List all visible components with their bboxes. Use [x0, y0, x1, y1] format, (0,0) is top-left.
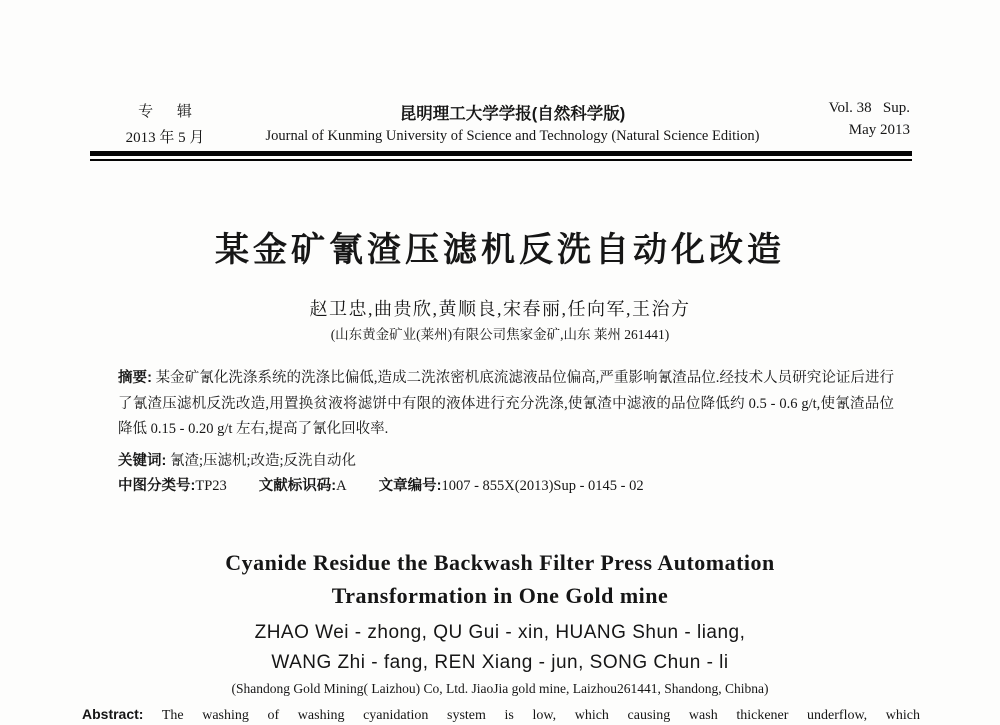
clc-label: 中图分类号:	[118, 478, 196, 494]
header-divider	[90, 151, 912, 161]
issue-type-label: 专 辑	[138, 104, 202, 120]
abstract-label-zh: 摘要:	[118, 370, 152, 386]
article-no-value: 1007 - 855X(2013)Sup - 0145 - 02	[441, 478, 644, 494]
authors-en-line2: WANG Zhi - fang, REN Xiang - jun, SONG Chun - li	[271, 652, 729, 673]
volume-info: Vol. 38 Sup.	[828, 100, 910, 116]
clc-value: TP23	[195, 478, 227, 494]
keywords-text-zh: 氰渣;压滤机;改造;反洗自动化	[169, 452, 357, 469]
journal-title-zh: 昆明理工大学学报(自然科学版)	[399, 105, 626, 123]
authors-en	[0, 618, 1000, 678]
keywords-zh	[118, 449, 894, 475]
abstract-en	[82, 703, 920, 725]
journal-issue-block	[90, 100, 240, 147]
abstract-label-en: Abstract:	[82, 706, 144, 722]
journal-header	[90, 100, 910, 147]
issue-date-en: May 2013	[848, 122, 910, 138]
journal-title-en: Journal of Kunming University of Science and Technology (Natural Science Edition)	[265, 128, 760, 144]
paper-title-zh: 某金矿氰渣压滤机反洗自动化改造	[215, 231, 785, 269]
journal-title-block	[240, 100, 785, 145]
authors-zh: 赵卫忠,曲贵欣,黄顺良,宋春丽,任向军,王治方	[309, 299, 691, 319]
doc-code-value: A	[336, 478, 347, 494]
paper-title-en	[0, 546, 1000, 612]
divider-thick-line	[90, 151, 912, 156]
abstract-zh	[118, 366, 894, 443]
classification-line	[118, 474, 894, 500]
affiliation-en: (Shandong Gold Mining( Laizhou) Co, Ltd. JiaoJia gold mine, Laizhou261441, Shandong, Chibna)	[231, 681, 769, 696]
paper-title-en-line1: Cyanide Residue the Backwash Filter Press Automation	[225, 550, 775, 575]
abstract-section	[118, 366, 894, 500]
issue-date-zh: 2013 年 5 月	[125, 130, 205, 146]
journal-volume-block	[785, 100, 910, 139]
keywords-label-zh: 关键词:	[118, 452, 167, 469]
abstract-text-zh: 某金矿氰化洗涤系统的洗涤比偏低,造成二洗浓密机底流滤液品位偏高,严重影响氰渣品位.经技术人员研究论证后进行了氰渣压滤机反洗改造,用置换贫液将滤饼中有限的液体进行充分洗涤,使氰渣中滤液的品位降低约 0.5 - 0.6 g/t,使氰渣品位降低 0.15 - 0.20 g/t 左右,提高了氰化回收率.	[118, 370, 895, 437]
affiliation-zh: (山东黄金矿业(莱州)有限公司焦家金矿,山东 莱州 261441)	[330, 327, 670, 342]
article-no-label: 文章编号:	[378, 478, 442, 494]
doc-code-label: 文献标识码:	[258, 478, 337, 494]
abstract-text-en: The washing of washing cyanidation system is low, which causing wash thickener underflow, which	[161, 708, 920, 723]
divider-thin-line	[90, 159, 912, 161]
authors-en-line1: ZHAO Wei - zhong, QU Gui - xin, HUANG Shun - liang,	[254, 622, 746, 643]
paper-title-en-line2: Transformation in One Gold mine	[331, 583, 669, 608]
